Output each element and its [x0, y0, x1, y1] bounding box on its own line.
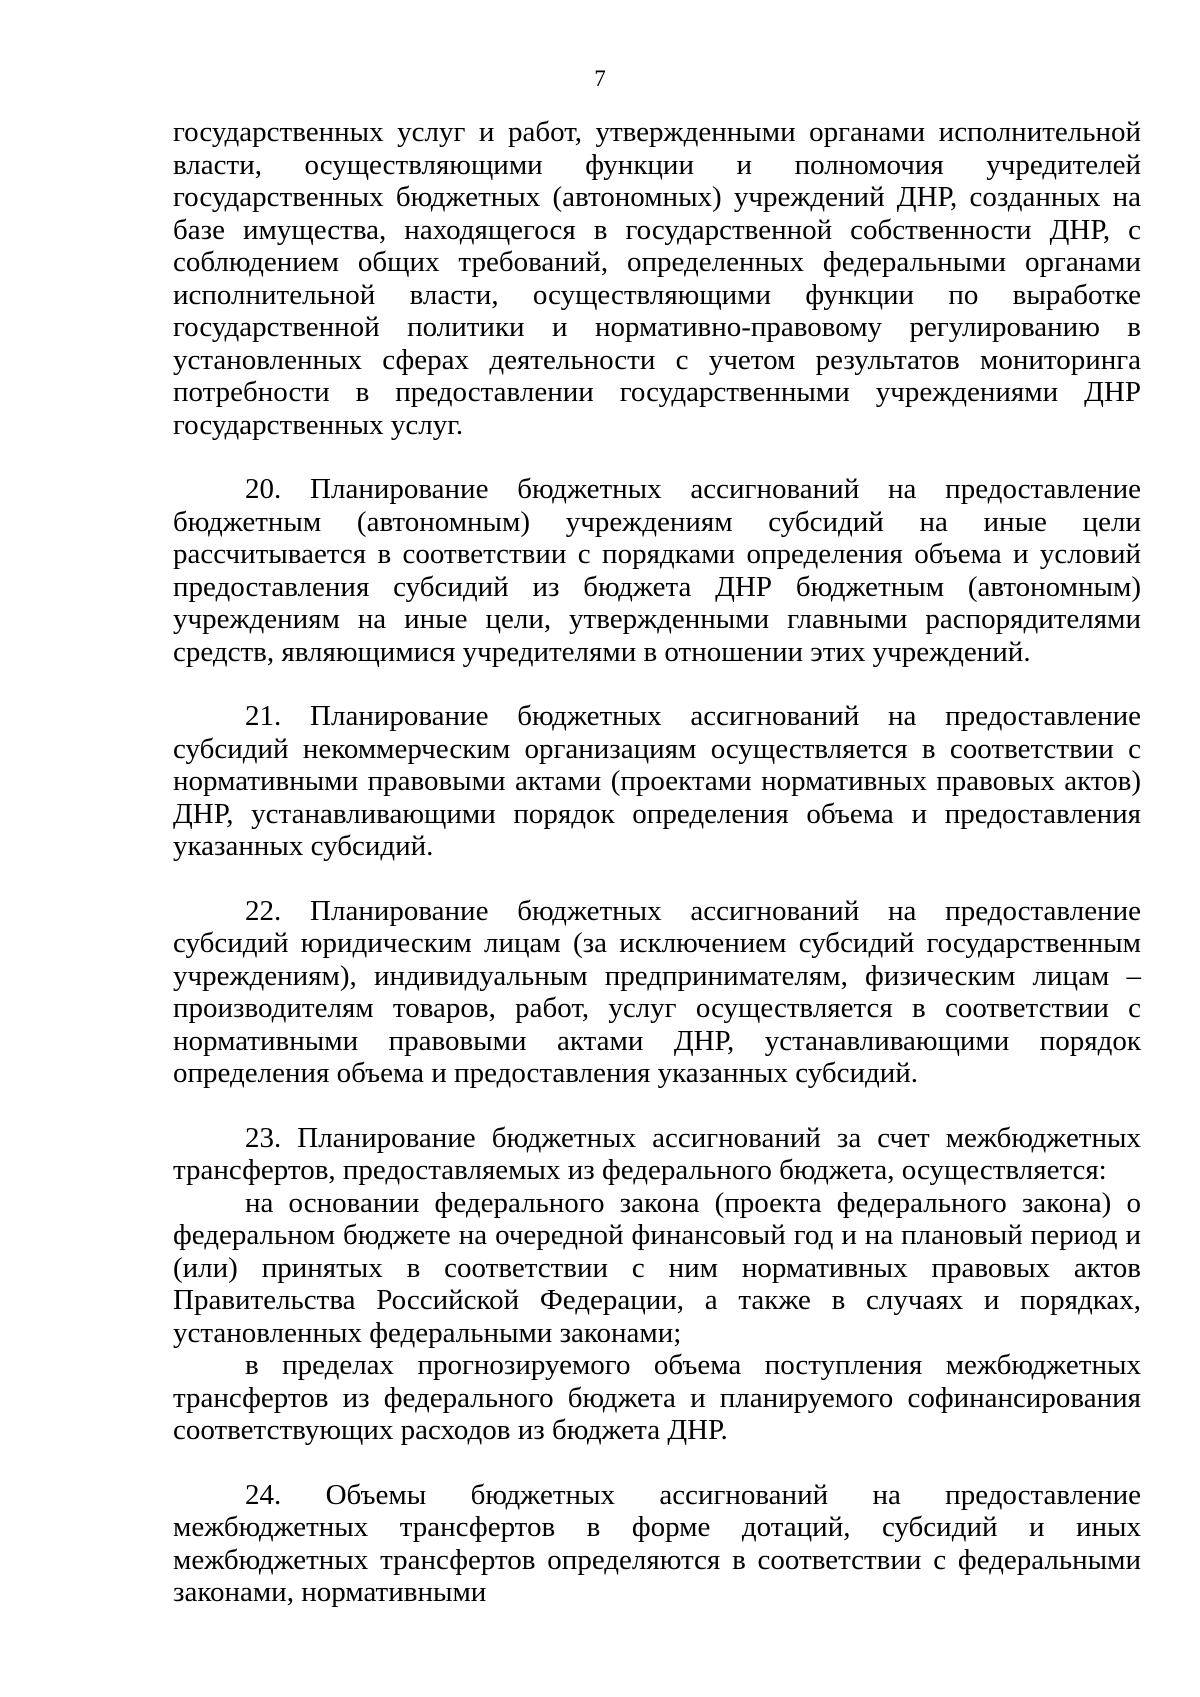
paragraph-23-item-2: в пределах прогнозируемого объема поступления межбюджетных трансфертов из федерального бюджета и планируемого софинансирования соответствующих расходов из бюджета ДНР.: [173, 1349, 1141, 1446]
paragraph-24: 24. Объемы бюджетных ассигнований на предоставление межбюджетных трансфертов в форме дотаций, субсидий и иных межбюджетных трансфертов определяются в соответствии с федеральными законами, нормативными: [173, 1478, 1141, 1608]
paragraph-22: 22. Планирование бюджетных ассигнований на предоставление субсидий юридическим лицам (за исключением субсидий государственным учреждениям), индивидуальным предпринимателям, физическим лицам – производителям товаров, работ, услуг осуществляется в соответствии с нормативными правовыми актами ДНР, устанавливающими порядок определения объема и предоставления указанных субсидий.: [173, 894, 1141, 1089]
paragraph-21: 21. Планирование бюджетных ассигнований на предоставление субсидий некоммерческим организациям осуществляется в соответствии с нормативными правовыми актами (проектами нормативных правовых актов) ДНР, устанавливающими порядок определения объема и предоставления указанных субсидий.: [173, 700, 1141, 862]
paragraph-23: 23. Планирование бюджетных ассигнований за счет межбюджетных трансфертов, предоставляемых из федерального бюджета, осуществляется:: [173, 1121, 1141, 1186]
paragraph-20: 20. Планирование бюджетных ассигнований на предоставление бюджетным (автономным) учреждениям субсидий на иные цели рассчитывается в соответствии с порядками определения объема и условий предоставления субсидий из бюджета ДНР бюджетным (автономным) учреждениям на иные цели, утвержденными главными распорядителями средств, являющимися учредителями в отношении этих учреждений.: [173, 473, 1141, 668]
paragraph-23-item-1: на основании федерального закона (проекта федерального закона) о федеральном бюджете на очередной финансовый год и на плановый период и (или) принятых в соответствии с ним нормативных правовых актов Правительства Российской Федерации, а также в случаях и порядках, установленных федеральными законами;: [173, 1186, 1141, 1349]
paragraph-continuation: государственных услуг и работ, утвержденными органами исполнительной власти, осуществляющими функции и полномочия учредителей государственных бюджетных (автономных) учреждений ДНР, созданных на базе имущества, находящегося в государственной собственности ДНР, с соблюдением общих требований, определенных федеральными органами исполнительной власти, осуществляющими функции по выработке государственной политики и нормативно-правовому регулированию в установленных сферах деятельности с учетом результатов мониторинга потребности в предоставлении государственными учреждениями ДНР государственных услуг.: [173, 116, 1141, 441]
page-number: 7: [594, 66, 606, 91]
document-body: [173, 116, 1141, 1609]
